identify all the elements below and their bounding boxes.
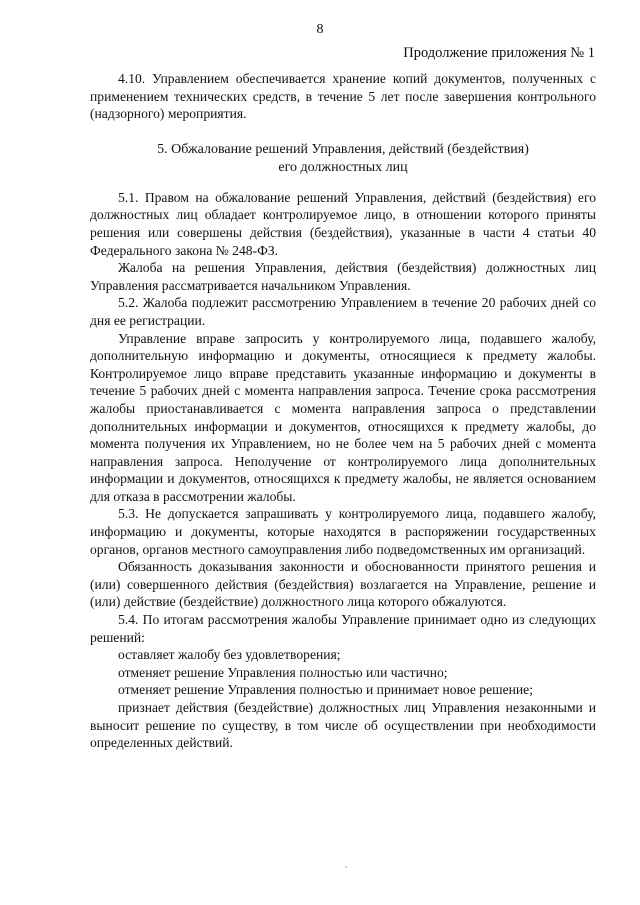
document-body <box>90 70 596 752</box>
section-5-title-line-1: 5. Обжалование решений Управления, действий (бездействия) <box>157 141 529 157</box>
paragraph-complaint-review: Жалоба на решения Управления, действия (бездействия) должностных лиц Управления рассматривается начальником Управления. <box>90 260 596 293</box>
appendix-continuation-label: Продолжение приложения № 1 <box>403 45 595 61</box>
paragraph-5-3: 5.3. Не допускается запрашивать у контролируемого лица, подавшего жалобу, информацию и документы, которые находятся в распоряжении государственных органов, органов местного самоуправления либо подведомственных им организаций. <box>90 506 596 557</box>
list-item-decision-1: оставляет жалобу без удовлетворения; <box>118 647 341 663</box>
paragraph-5-1: 5.1. Правом на обжалование решений Управления, действий (бездействия) его должностных лиц обладает контролируемое лицо, в отношении которого приняты решения или совершены действия (бездействия), указанные в части 4 статьи 40 Федерального закона № 248-ФЗ. <box>90 189 596 258</box>
paragraph-burden-of-proof: Обязанность доказывания законности и обоснованности принятого решения и (или) совершенного действия (бездействия) возлагается на Управление, решение и (или) действие (бездействие) должностного лица которого обжалуются. <box>90 559 596 610</box>
paragraph-5-2: 5.2. Жалоба подлежит рассмотрению Управлением в течение 20 рабочих дней со дня ее регистрации. <box>90 295 596 328</box>
page-number: 8 <box>316 22 324 37</box>
scan-speck <box>345 866 347 868</box>
paragraph-request-info: Управление вправе запросить у контролируемого лица, подавшего жалобу, дополнительную информацию и документы, относящиеся к предмету жалобы. Контролируемое лицо вправе представить указанные информацию и документы в течение 5 рабочих дней с момента направления запроса. Течение срока рассмотрения жалобы приостанавливается с момента направления запроса о представлении дополнительных информации и документов, относящихся к предмету жалобы, до момента получения их Управлением, но не более чем на 5 рабочих дней с момента направления запроса. Неполучение от контролируемого лица дополнительных информации и документов, относящихся к предмету жалобы, не является основанием для отказа в рассмотрении жалобы. <box>90 330 596 504</box>
list-item-decision-4: признает действия (бездействие) должностных лиц Управления незаконными и выносит решение по существу, в том числе об осуществлении при необходимости определенных действий. <box>90 700 596 751</box>
list-item-decision-2: отменяет решение Управления полностью или частично; <box>118 664 448 680</box>
section-5-heading <box>90 141 596 177</box>
section-5-title-line-2: его должностных лиц <box>278 159 408 175</box>
list-item-decision-3: отменяет решение Управления полностью и принимает новое решение; <box>118 682 533 698</box>
paragraph-5-4: 5.4. По итогам рассмотрения жалобы Управление принимает одно из следующих решений: <box>90 612 596 645</box>
paragraph-4-10: 4.10. Управлением обеспечивается хранение копий документов, полученных с применением технических средств, в течение 5 лет после завершения контрольного (надзорного) мероприятия. <box>90 71 596 122</box>
